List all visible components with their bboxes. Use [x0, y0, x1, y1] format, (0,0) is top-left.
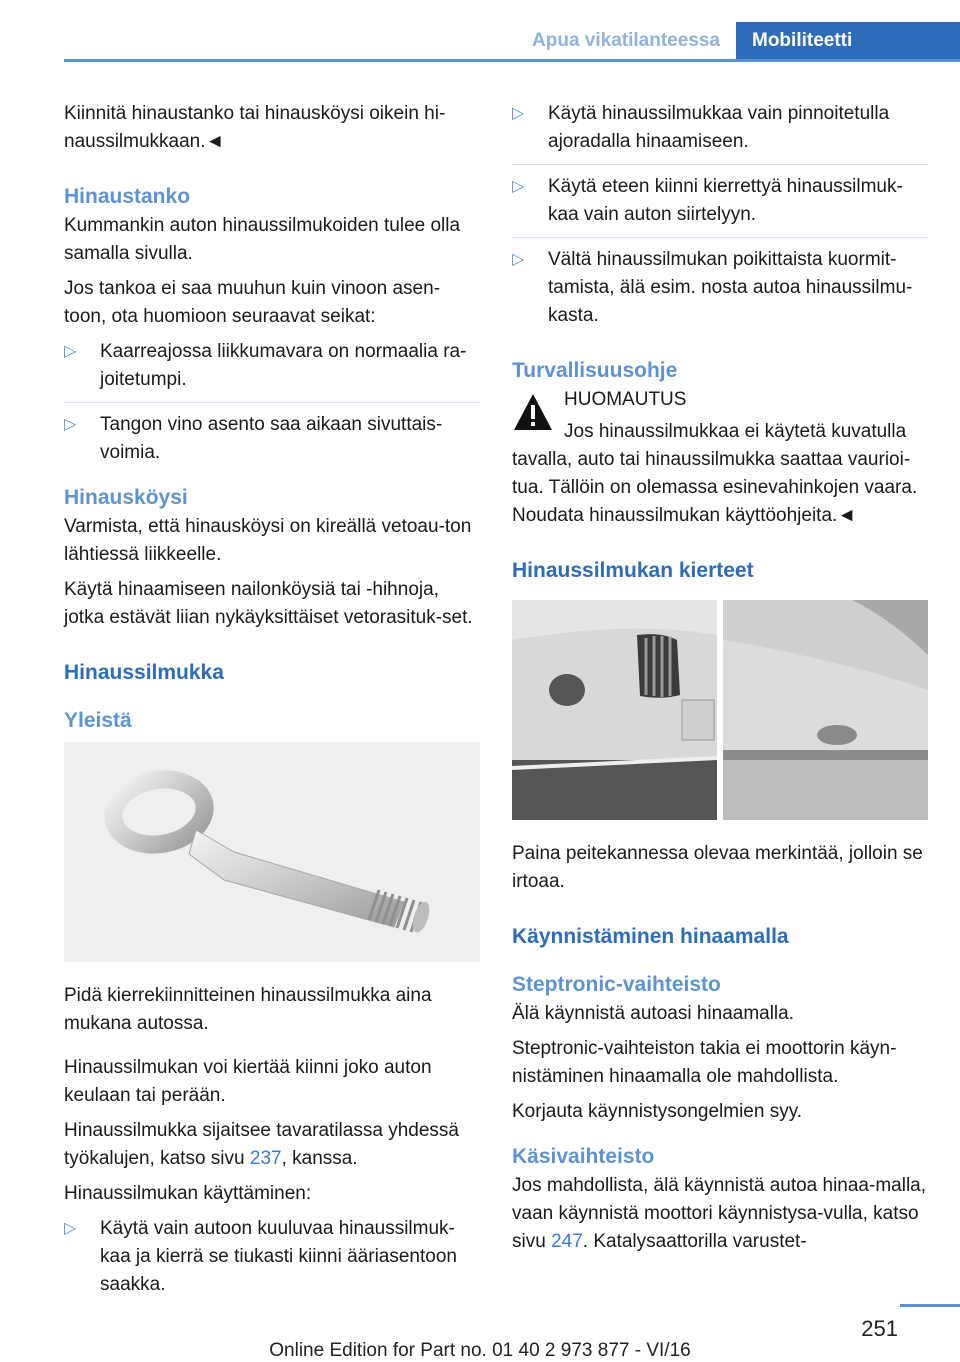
text-kayttaminen: Hinaussilmukan käyttäminen: — [64, 1183, 312, 1204]
text-koysi-1: Varmista, että hinausköysi on kireällä vetoau‐ton lähtiessä liikkeelle. — [64, 516, 472, 565]
header-section-tab[interactable]: Apua vikatilanteessa — [532, 30, 720, 51]
triangle-bullet-icon: ▷ — [512, 251, 525, 268]
text-step-3: Korjauta käynnistysongelmien syy. — [512, 1101, 803, 1122]
list-item: ▷ Käytä hinaussilmukkaa vain pinnoitetulla ajoradalla hinaamiseen. — [512, 100, 928, 165]
heading-kasivaihteisto: Käsivaihteisto — [512, 1145, 655, 1168]
page-link-237[interactable]: 237 — [249, 1148, 282, 1169]
bumper-cover-illustration — [512, 600, 928, 820]
text-paina: Paina peitekannessa olevaa merkintää, jolloin se irtoaa. — [512, 843, 923, 892]
footer-rule — [900, 1304, 960, 1307]
text-tanko-1: Kummankin auton hinaussilmukoiden tulee olla samalla sivulla. — [64, 215, 461, 264]
bullet-list-top — [512, 100, 928, 338]
page-number: 251 — [861, 1316, 898, 1341]
list-item: ▷ Käytä vain autoon kuuluvaa hinaussilmuk‐kaa ja kierrä se tiukasti kiinni ääriasentoon saakka. — [64, 1215, 480, 1307]
bullet-list-kaytto — [64, 1215, 480, 1307]
heading-yleista: Yleistä — [64, 709, 132, 732]
triangle-bullet-icon: ▷ — [64, 1220, 77, 1237]
warning-title: HUOMAUTUS — [564, 389, 687, 410]
tow-eye-figure — [64, 742, 480, 962]
triangle-bullet-icon: ▷ — [64, 343, 77, 360]
heading-kaynnistaminen: Käynnistäminen hinaamalla — [512, 925, 789, 948]
heading-hinaussilmukka: Hinaussilmukka — [64, 661, 224, 684]
text-voi: Hinaussilmukan voi kiertää kiinni joko auton keulaan tai perään. — [64, 1057, 432, 1106]
header-rule — [64, 59, 960, 62]
left-column — [64, 100, 480, 1315]
right-column — [512, 100, 928, 1263]
intro-text: Kiinnitä hinaustanko tai hinausköysi oikein hi‐naussilmukkaan.◄ — [64, 103, 446, 152]
triangle-bullet-icon: ▷ — [512, 105, 525, 122]
warning-box — [512, 386, 928, 448]
bullet-list-tanko — [64, 338, 480, 475]
text-pida: Pidä kierrekiinnitteinen hinaussilmukka aina mukana autossa. — [64, 985, 432, 1034]
heading-hinaustanko: Hinaustanko — [64, 185, 191, 208]
list-item: ▷ Vältä hinaussilmukan poikittaista kuormit‐tamista, älä esim. nosta autoa hinaussilmu‐kasta. — [512, 246, 928, 338]
text-sijaitsee: Hinaussilmukka sijaitsee tavaratilassa yhdessä työkalujen, katso sivu 237, kanssa. — [64, 1120, 459, 1169]
warning-text: Jos hinaussilmukkaa ei käytetä kuvatulla tavalla, auto tai hinaussilmukka saattaa vaurioi‐tua. Tällöin on olemassa esinevahinkojen vaara. Noudata hinaussilmukan käyttöohjeita.◄ — [512, 421, 918, 526]
tow-eye-illustration — [64, 742, 480, 962]
heading-steptronic: Steptronic-vaihteisto — [512, 973, 721, 996]
page-link-247[interactable]: 247 — [551, 1231, 583, 1252]
heading-turvallisuusohje: Turvallisuusohje — [512, 359, 678, 382]
text-step-2: Steptronic-vaihteiston takia ei moottorin käyn‐nistäminen hinaamalla ole mahdollista. — [512, 1038, 897, 1087]
text-tanko-2: Jos tankoa ei saa muuhun kuin vinoon asen‐toon, ota huomioon seuraavat seikat: — [64, 278, 441, 327]
triangle-bullet-icon: ▷ — [64, 416, 77, 433]
list-item: ▷ Tangon vino asento saa aikaan sivuttais‐voimia. — [64, 411, 480, 475]
footer-edition-text: Online Edition for Part no. 01 40 2 973 877 - VI/16 — [269, 1340, 691, 1361]
header-active-tab[interactable]: Mobiliteetti — [736, 22, 960, 60]
list-item: ▷ Käytä eteen kiinni kierrettyä hinaussilmuk‐kaa vain auton siirtelyyn. — [512, 173, 928, 238]
list-item: ▷ Kaarreajossa liikkumavara on normaalia ra‐joitetumpi. — [64, 338, 480, 403]
car-bumper-figure — [512, 600, 928, 820]
text-step-1: Älä käynnistä autoasi hinaamalla. — [512, 1003, 795, 1024]
text-kasi: Jos mahdollista, älä käynnistä autoa hinaa‐malla, vaan käynnistä moottori käynnistysa‐vulla, katso sivu 247. Katalysaattorilla varustet‐ — [512, 1175, 927, 1252]
triangle-bullet-icon: ▷ — [512, 178, 525, 195]
heading-kierteet: Hinaussilmukan kierteet — [512, 559, 754, 582]
warning-triangle-icon — [512, 392, 554, 432]
text-koysi-2: Käytä hinaamiseen nailonköysiä tai ‑hihnoja, jotka estävät liian nykäyksittäiset vetorasituk‐set. — [64, 579, 473, 628]
heading-hinauskoysi: Hinausköysi — [64, 486, 188, 509]
